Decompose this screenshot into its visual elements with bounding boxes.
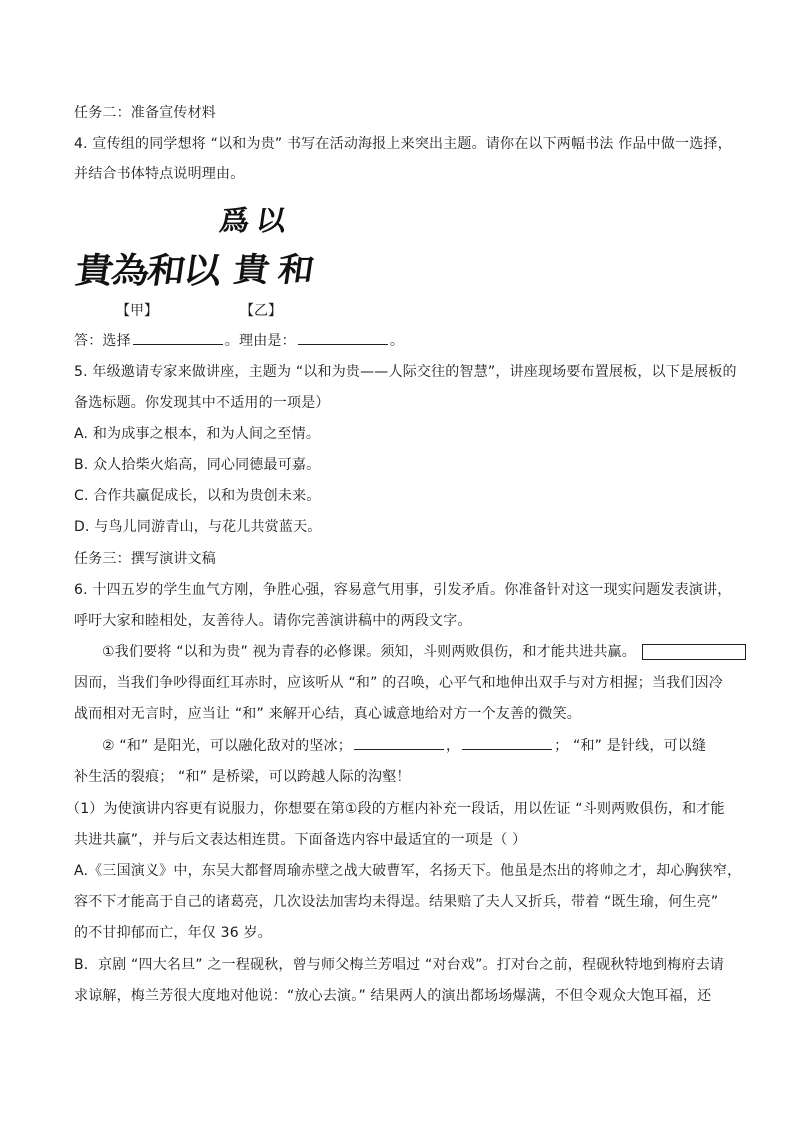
q5-option-b: B. 众人拾柴火焰高，同心同德最可嘉。	[74, 457, 321, 473]
label-yi: 【乙】	[240, 303, 282, 319]
supplement-box[interactable]	[642, 644, 746, 660]
p2-line1-a: ② “和” 是阳光，可以融化敌对的坚冰；	[102, 738, 352, 754]
reason-blank[interactable]	[298, 332, 388, 345]
opt-a-line3: 的不甘抑郁而亡，年仅 36 岁。	[74, 925, 272, 941]
calligraphy-yi-top: 爲 以	[217, 205, 287, 238]
calligraphy-jia: 貴為和以	[72, 249, 223, 291]
p1-line1-text: ①我们要将 “以和为贵” 视为青春的必修课。须知，斗则两败俱伤，和才能共进共赢。	[102, 644, 636, 660]
q4-line2: 并结合书体特点说明理由。	[74, 166, 245, 182]
answer-prefix: 答：选择	[74, 333, 131, 349]
q5-option-a: A. 和为成事之根本，和为人间之至情。	[74, 426, 321, 442]
q6-line1: 6. 十四五岁的学生血气方刚，争胜心强，容易意气用事，引发矛盾。你准备针对这一现实问题发表演讲，	[74, 582, 732, 598]
q6-line2: 呼吁大家和睦相处，友善待人。请你完善演讲稿中的两段文字。	[74, 613, 472, 629]
q5-option-d: D. 与鸟儿同游青山，与花儿共赏蓝天。	[74, 519, 322, 535]
calligraphy-yi-bottom: 貴 和	[230, 250, 315, 290]
p2-blank-2[interactable]	[462, 737, 552, 750]
opt-b-line2: 求谅解，梅兰芳很大度地对他说：“放心去演。” 结果两人的演出都场场爆满，不但令观众大饱耳福，还	[74, 988, 712, 1004]
label-jia: 【甲】	[116, 303, 158, 319]
p2-blank-1[interactable]	[354, 737, 444, 750]
sub1-line2: 共进共赢”，并与后文表达相连贯。下面备选内容中最适宜的一项是（ ）	[74, 832, 527, 848]
sub1-line1: （1）为使演讲内容更有说服力，你想要在第①段的方框内补充一段话，用以佐证 “斗则两败俱伤，和才能	[66, 801, 725, 817]
q5-line2: 备选标题。你发现其中不适用的一项是）	[74, 395, 330, 411]
p2-line2: 补生活的裂痕； “和” 是桥梁，可以跨越人际的沟壑！	[74, 769, 411, 785]
task3-title: 任务三：撰写演讲文稿	[74, 551, 216, 567]
p2-line1	[102, 736, 720, 756]
opt-a-line1: A.《三国演义》中，东吴大都督周瑜赤壁之战大破曹军，名扬天下。他虽是杰出的将帅之才，却心胸狭窄，	[74, 863, 742, 879]
choice-blank[interactable]	[133, 332, 223, 345]
answer-end: 。	[389, 333, 405, 349]
answer-mid: 。理由是：	[224, 333, 296, 349]
p2-sep: ，	[445, 738, 461, 754]
p2-line1-b: ； “和” 是针线，可以缝	[554, 738, 707, 754]
q5-option-c: C. 合作共赢促成长，以和为贵创未来。	[74, 488, 321, 504]
p1-line3: 战而相对无言时，应当让 “和” 来解开心结，真心诚意地给对方一个友善的微笑。	[74, 706, 582, 722]
p1-line1	[102, 642, 720, 662]
q4-line1: 4. 宣传组的同学想将 “以和为贵” 书写在活动海报上来突出主题。请你在以下两幅书法 作品中做一选择，	[74, 136, 732, 152]
p1-line2: 因而，当我们争吵得面红耳赤时，应该听从 “和” 的召唤，心平气和地伸出双手与对方相握；当我们因冷	[74, 675, 724, 691]
answer-line	[74, 331, 720, 351]
q5-line1: 5. 年级邀请专家来做讲座，主题为 “以和为贵——人际交往的智慧”，讲座现场要布置展板，以下是展板的	[74, 364, 737, 380]
opt-a-line2: 容不下才能高于自己的诸葛亮，几次设法加害均未得逞。结果赔了夫人又折兵，带着 “既生瑜，何生亮”	[74, 894, 719, 910]
opt-b-line1: B．京剧 “四大名旦” 之一程砚秋，曾与师父梅兰芳唱过 “对台戏”。打对台之前，程砚秋特地到梅府去请	[74, 957, 724, 973]
task2-title: 任务二：准备宣传材料	[74, 105, 216, 121]
